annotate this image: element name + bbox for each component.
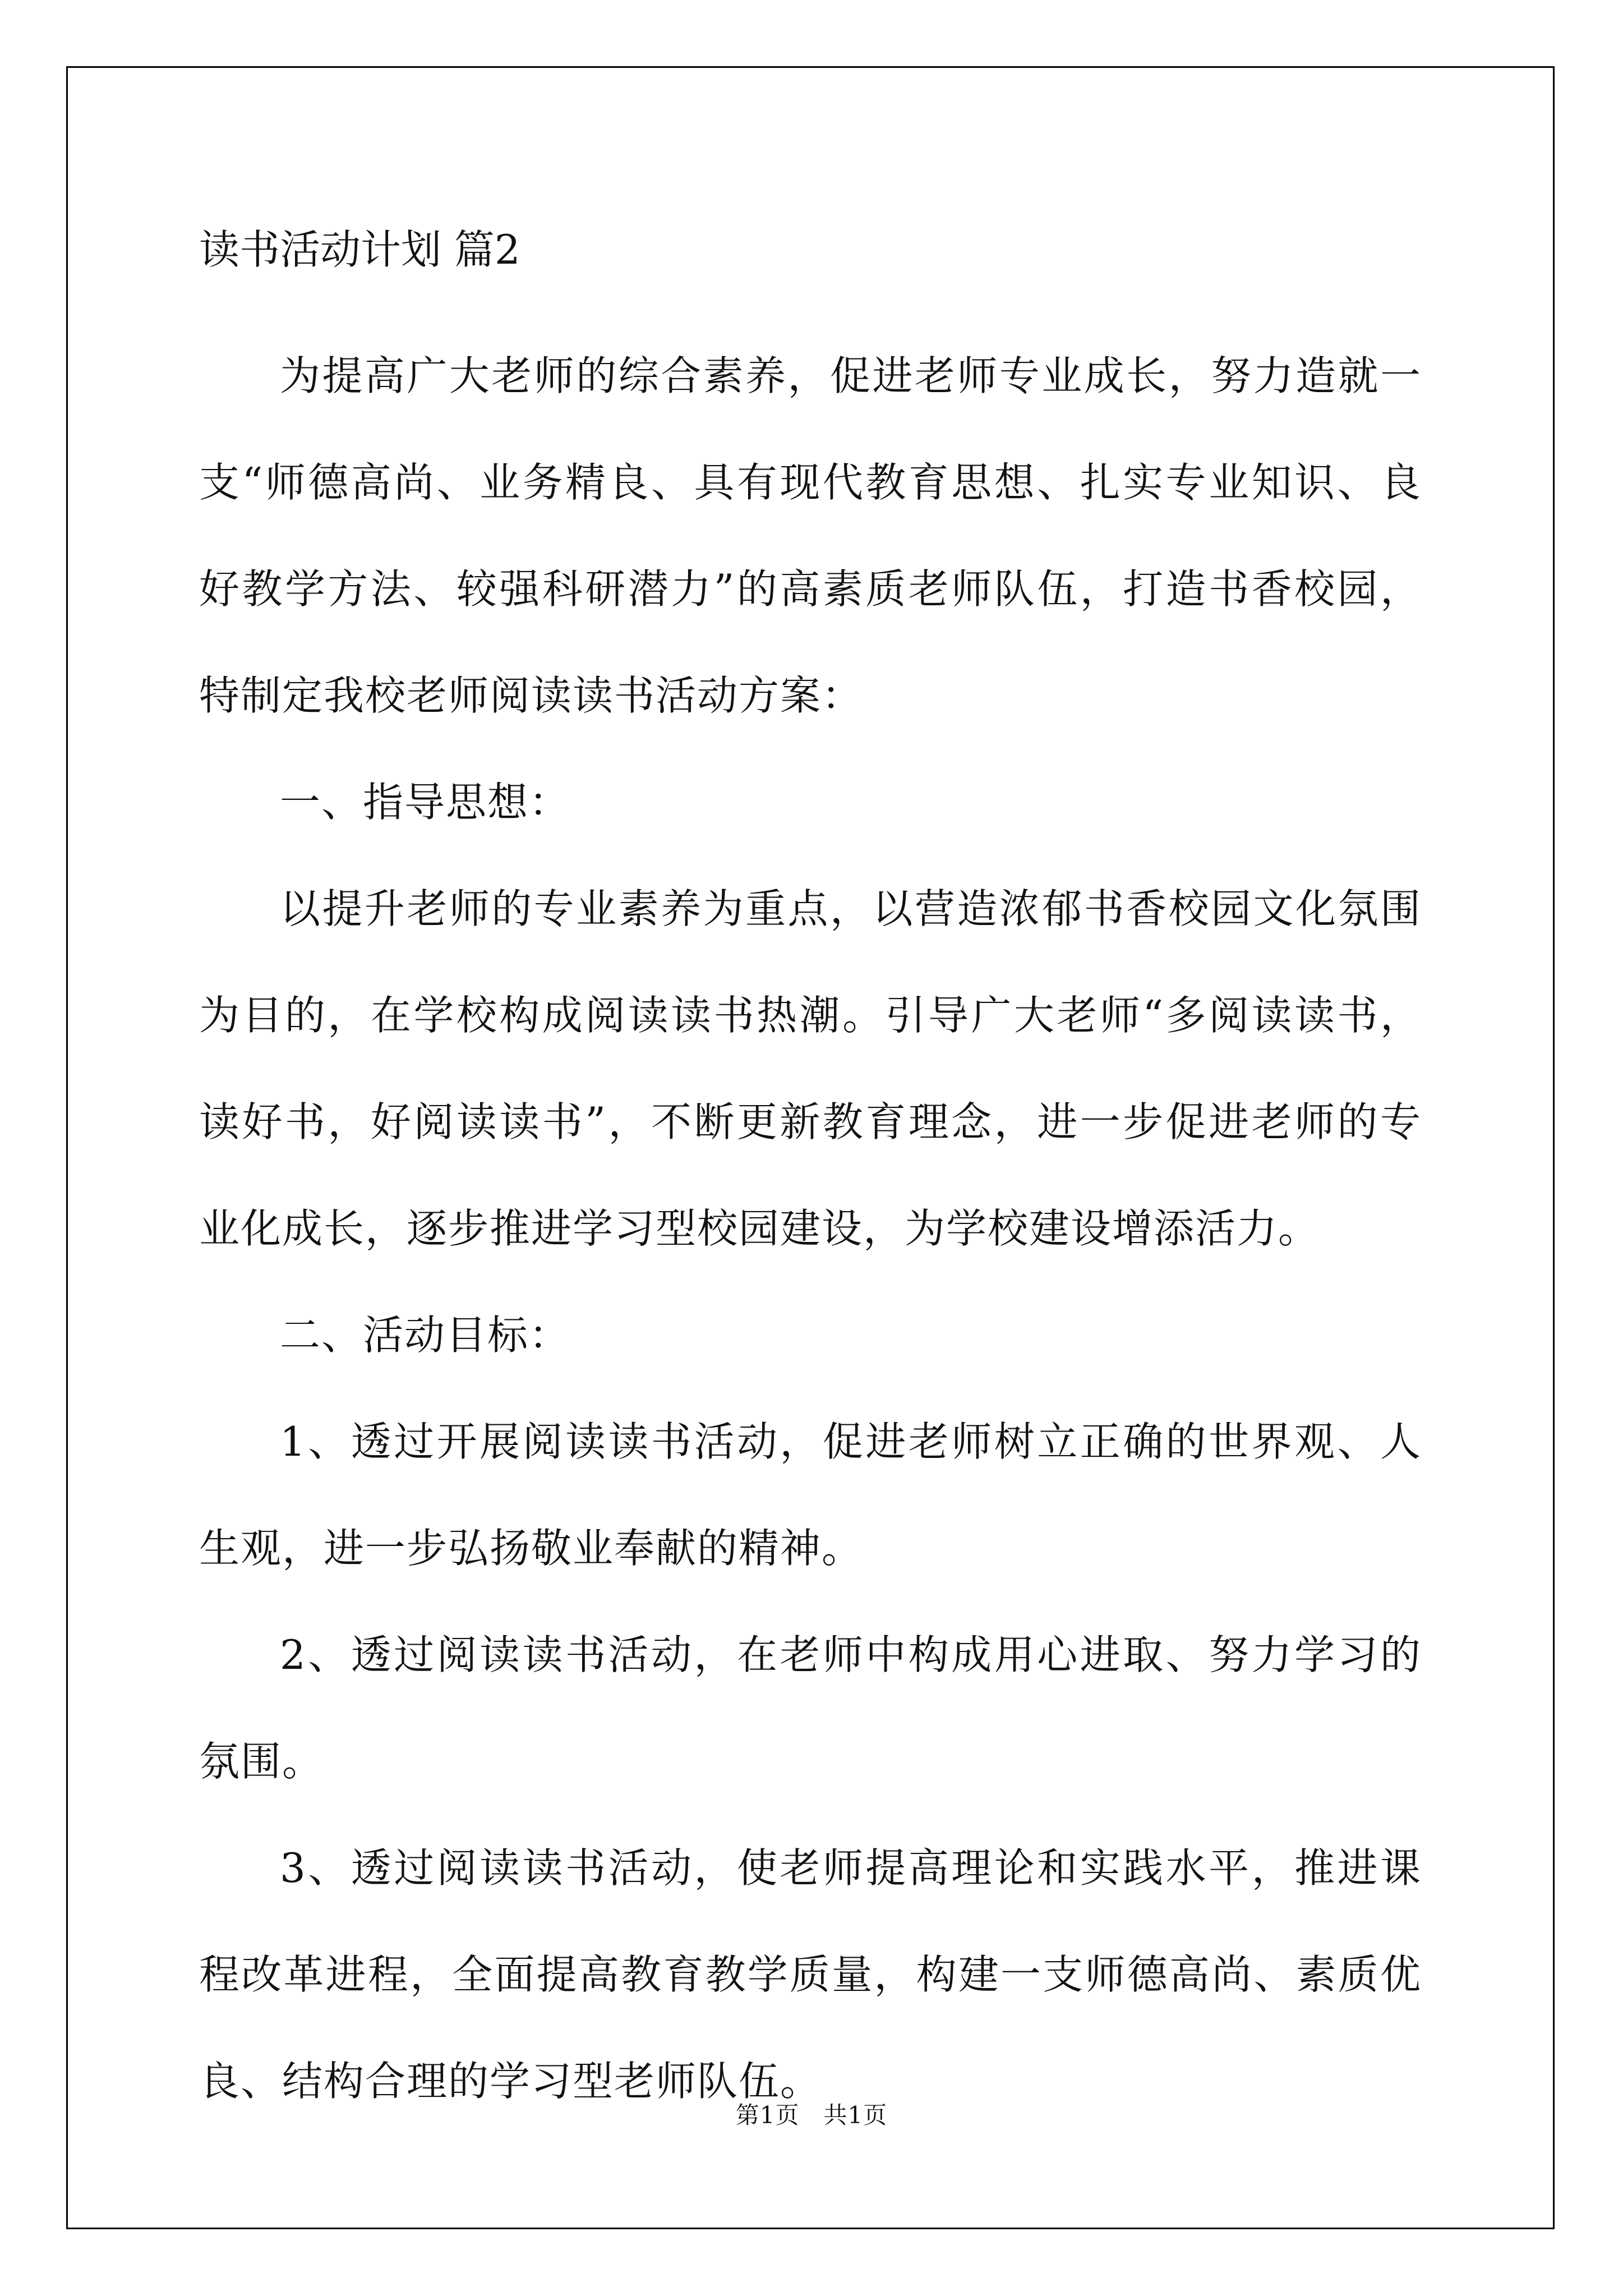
- paragraph-intro: 为提高广大老师的综合素养，促进老师专业成长，努力造就一支“师德高尚、业务精良、具有现代教育思想、扎实专业知识、良好教学方法、较强科研潜力”的高素质老师队伍，打造书香校园，特制定我校老师阅读读书活动方案：: [199, 352, 1422, 719]
- document-title: 读书活动计划 篇2: [199, 226, 520, 273]
- paragraph-guiding-thought: 以提升老师的专业素养为重点，以营造浓郁书香校园文化氛围为目的，在学校构成阅读读书热潮。引导广大老师“多阅读读书，读好书，好阅读读书”，不断更新教育理念，进一步促进老师的专业化成长，逐步推进学习型校园建设，为学校建设增添活力。: [199, 885, 1422, 1252]
- page-number: 第1页 共1页: [735, 2101, 888, 2129]
- goal-item-1: 1、透过开展阅读读书活动，促进老师树立正确的世界观、人生观，进一步弘扬敬业奉献的精神。: [199, 1418, 1422, 1572]
- goal-item-3: 3、透过阅读读书活动，使老师提高理论和实践水平，推进课程改革进程，全面提高教育教学质量，构建一支师德高尚、素质优良、结构合理的学习型老师队伍。: [199, 1844, 1422, 2105]
- heading-activity-goals: 二、活动目标：: [280, 1312, 571, 1359]
- document-body: [199, 216, 1422, 2134]
- goal-item-2: 2、透过阅读读书活动，在老师中构成用心进取、努力学习的氛围。: [199, 1631, 1422, 1785]
- heading-guiding-thought: 一、指导思想：: [280, 779, 571, 826]
